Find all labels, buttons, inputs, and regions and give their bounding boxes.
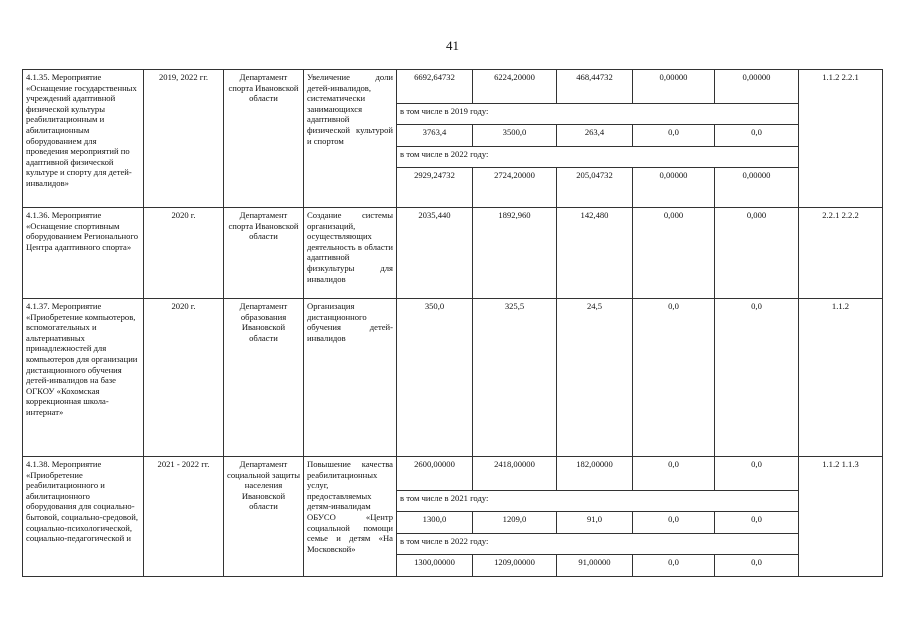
table-row — [23, 70, 883, 104]
value-regional: 91,00000 — [557, 555, 633, 577]
subperiod-label: в том числе в 2022 году: — [397, 534, 799, 555]
value-regional: 205,04732 — [557, 168, 633, 208]
value-local: 0,000 — [633, 208, 715, 299]
indicator-codes: 2.2.1 2.2.2 — [799, 208, 883, 299]
measure-executor: Департамент спорта Ивановской области — [224, 208, 304, 299]
measure-period: 2020 г. — [144, 299, 224, 457]
value-regional: 263,4 — [557, 125, 633, 147]
measure-result: Повышение качества реабилитационных услуг, предоставляемых детям-инвалидам ОБУСО «Центр социальной помощи семье и детям «На Московской» — [304, 457, 397, 577]
value-federal: 2724,20000 — [473, 168, 557, 208]
value-other: 0,00000 — [715, 70, 799, 104]
value-local: 0,0 — [633, 125, 715, 147]
value-regional: 24,5 — [557, 299, 633, 457]
measure-result: Увеличение доли детей-инвалидов, систематически занимающихся адаптивной физической культурой и спортом — [304, 70, 397, 208]
value-other: 0,0 — [715, 457, 799, 491]
value-total: 2600,00000 — [397, 457, 473, 491]
subperiod-label: в том числе в 2019 году: — [397, 104, 799, 125]
indicator-codes: 1.1.2 — [799, 299, 883, 457]
measure-period: 2020 г. — [144, 208, 224, 299]
indicator-codes: 1.1.2 1.1.3 — [799, 457, 883, 577]
value-total: 1300,00000 — [397, 555, 473, 577]
table-row — [23, 208, 883, 299]
value-total: 1300,0 — [397, 512, 473, 534]
value-total: 3763,4 — [397, 125, 473, 147]
measure-name: 4.1.37. Мероприятие «Приобретение компьютеров, вспомогательных и альтернативных принадлежностей для компьютеров для организации дистанционного обучения детей-инвалидов на базе ОГКОУ «Кохомская коррекционная школа-интернат» — [23, 299, 144, 457]
measure-executor: Департамент образования Ивановской области — [224, 299, 304, 457]
measure-result: Организация дистанционного обучения детей-инвалидов — [304, 299, 397, 457]
value-other: 0,0 — [715, 299, 799, 457]
indicator-codes: 1.1.2 2.2.1 — [799, 70, 883, 208]
measure-result: Создание системы организаций, осуществляющих деятельность в области адаптивной физкультуры для инвалидов — [304, 208, 397, 299]
value-local: 0,0 — [633, 555, 715, 577]
measure-period: 2021 - 2022 гг. — [144, 457, 224, 577]
measure-name: 4.1.36. Мероприятие «Оснащение спортивным оборудованием Регионального Центра адаптивного спорта» — [23, 208, 144, 299]
program-measures-table — [22, 69, 883, 577]
measure-period: 2019, 2022 гг. — [144, 70, 224, 208]
value-regional: 142,480 — [557, 208, 633, 299]
measure-name: 4.1.35. Мероприятие «Оснащение государственных учреждений адаптивной физической культуры реабилитационным и абилитационным оборудованием для проведения мероприятий по адаптивной физической культуре и спорту для детей-инвалидов» — [23, 70, 144, 208]
value-local: 0,00000 — [633, 168, 715, 208]
value-local: 0,0 — [633, 299, 715, 457]
subperiod-label: в том числе в 2022 году: — [397, 147, 799, 168]
measure-executor: Департамент социальной защиты населения Ивановской области — [224, 457, 304, 577]
value-local: 0,0 — [633, 512, 715, 534]
value-regional: 182,00000 — [557, 457, 633, 491]
value-federal: 1892,960 — [473, 208, 557, 299]
value-other: 0,0 — [715, 125, 799, 147]
subperiod-label: в том числе в 2021 году: — [397, 491, 799, 512]
value-federal: 6224,20000 — [473, 70, 557, 104]
value-federal: 1209,00000 — [473, 555, 557, 577]
value-other: 0,000 — [715, 208, 799, 299]
value-total: 350,0 — [397, 299, 473, 457]
value-regional: 468,44732 — [557, 70, 633, 104]
value-local: 0,0 — [633, 457, 715, 491]
table-row — [23, 457, 883, 491]
measure-name: 4.1.38. Мероприятие «Приобретение реабилитационного и абилитационного оборудования для социально-бытовой, социально-средовой, социально-психологической, социально-педагогической и — [23, 457, 144, 577]
measure-executor: Департамент спорта Ивановской области — [224, 70, 304, 208]
value-local: 0,00000 — [633, 70, 715, 104]
value-federal: 2418,00000 — [473, 457, 557, 491]
table-row — [23, 299, 883, 457]
value-other: 0,00000 — [715, 168, 799, 208]
value-total: 2929,24732 — [397, 168, 473, 208]
value-total: 2035,440 — [397, 208, 473, 299]
value-federal: 325,5 — [473, 299, 557, 457]
value-other: 0,0 — [715, 555, 799, 577]
value-federal: 1209,0 — [473, 512, 557, 534]
value-federal: 3500,0 — [473, 125, 557, 147]
value-regional: 91,0 — [557, 512, 633, 534]
value-other: 0,0 — [715, 512, 799, 534]
value-total: 6692,64732 — [397, 70, 473, 104]
page-number: 41 — [446, 38, 459, 53]
